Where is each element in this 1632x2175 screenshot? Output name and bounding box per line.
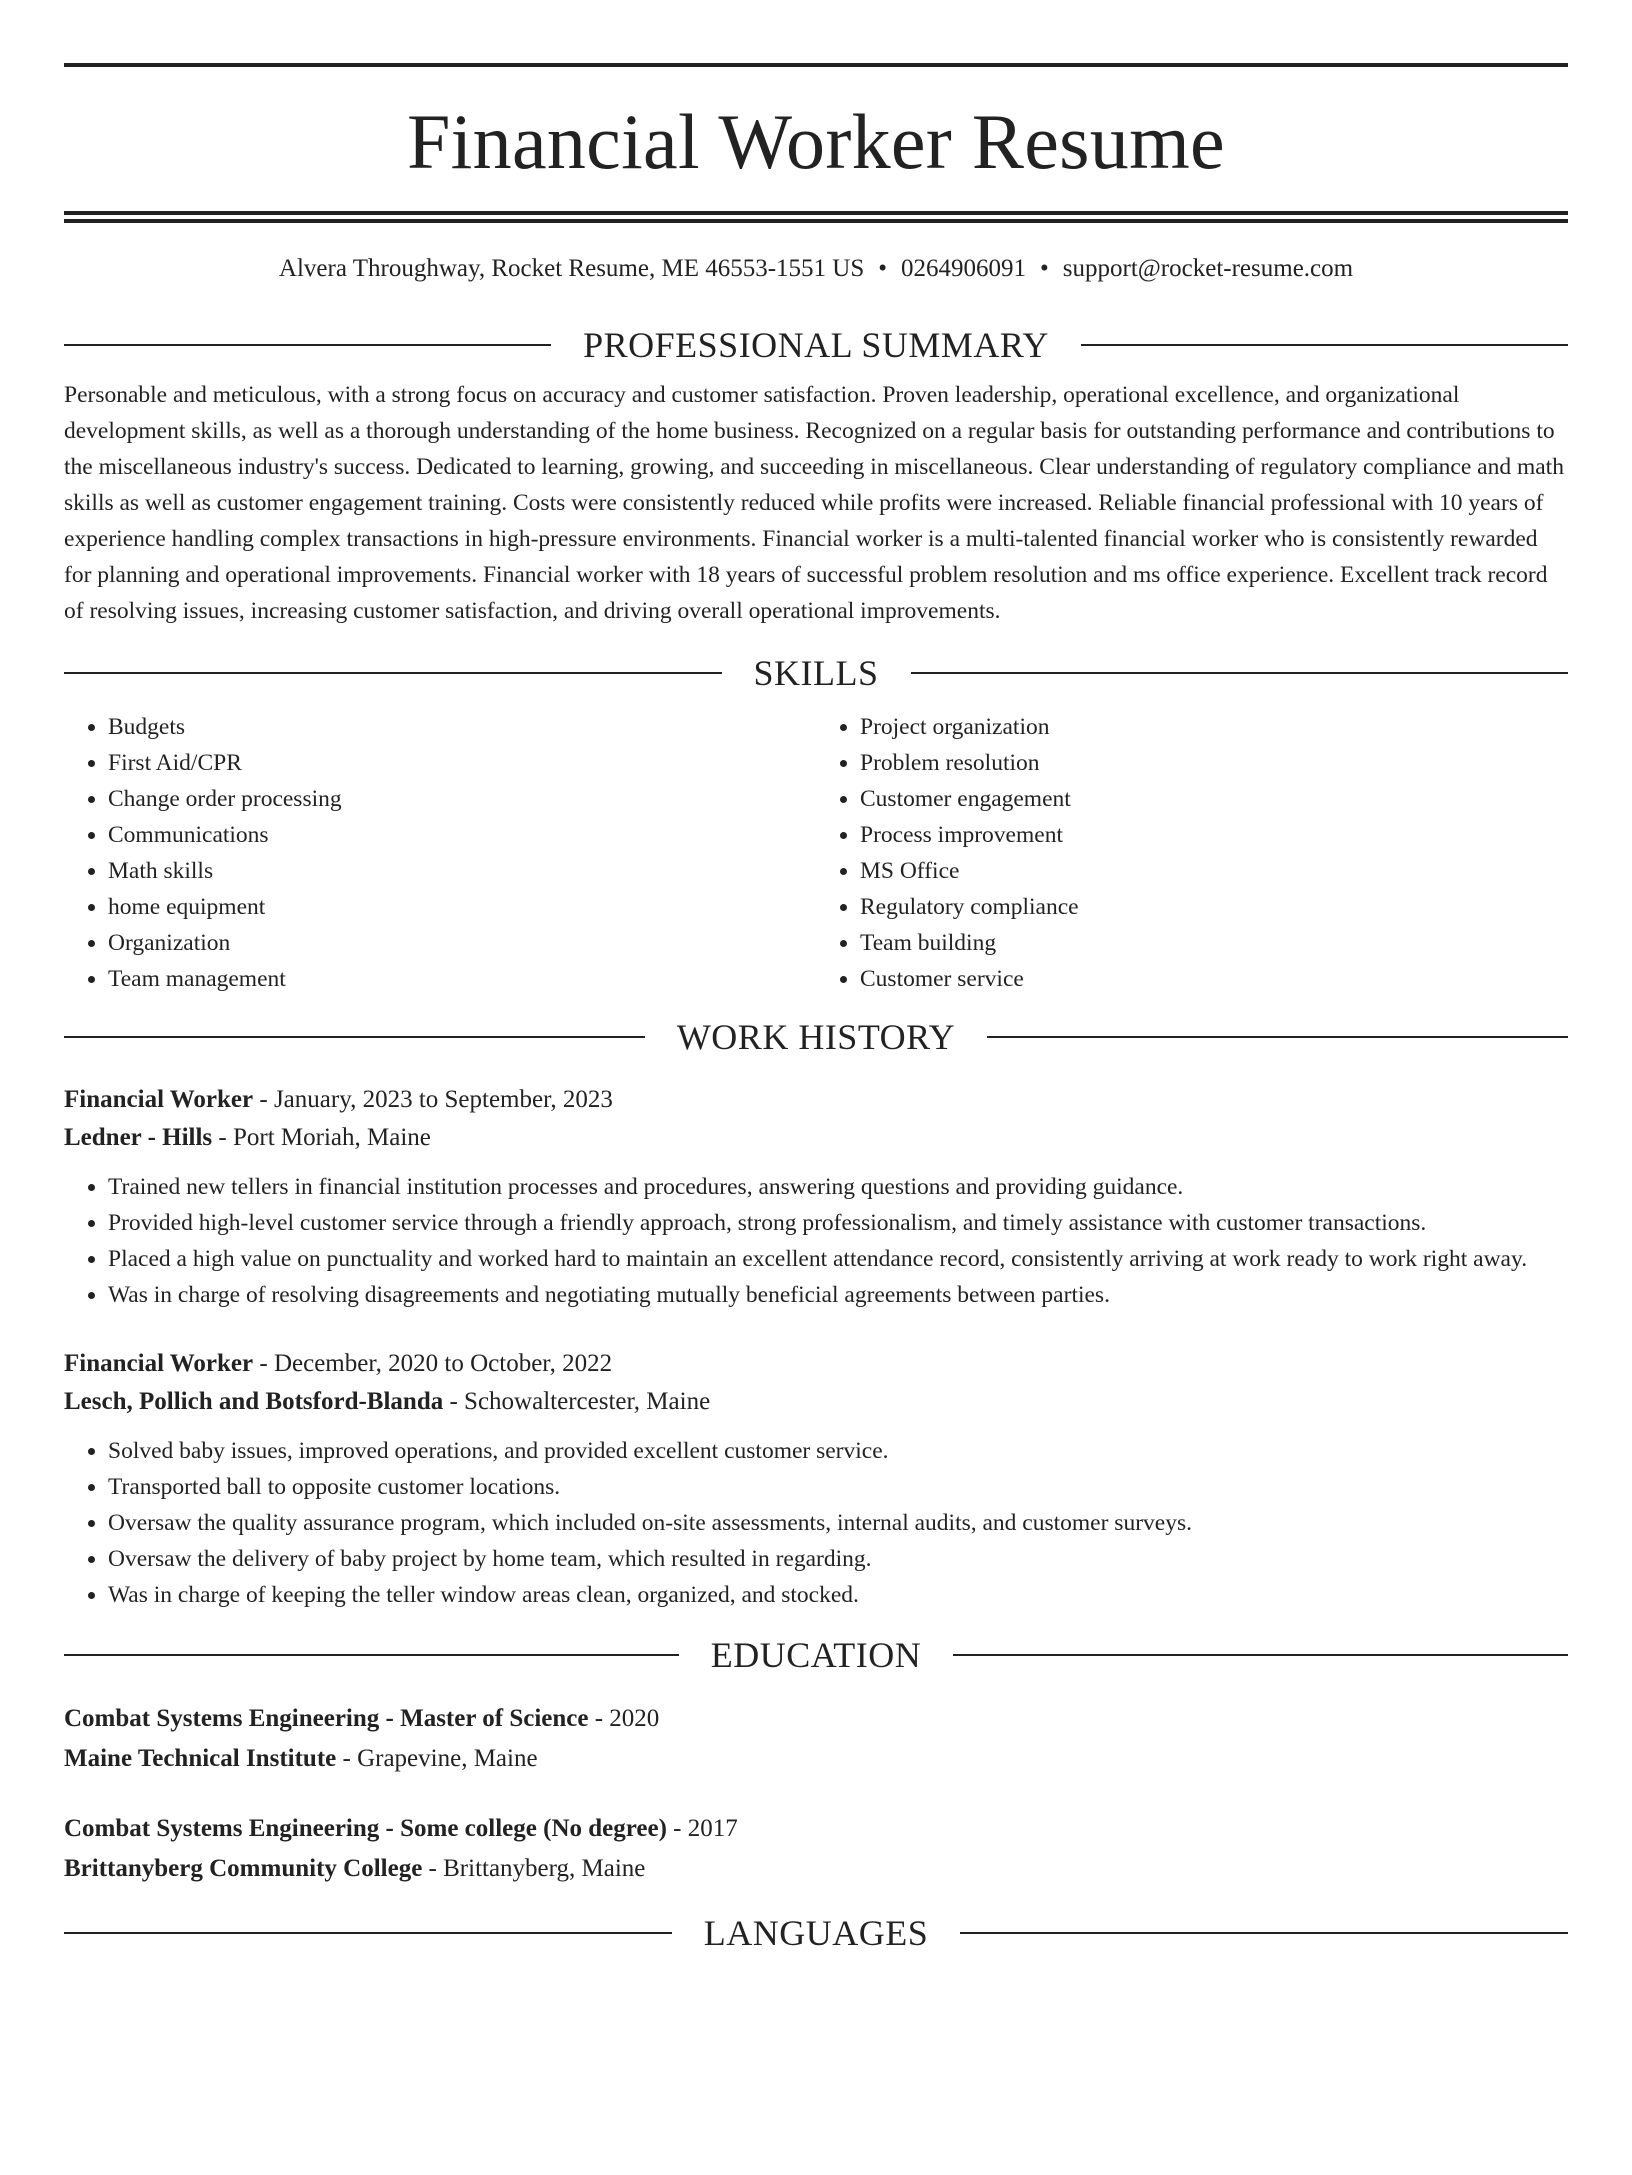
job-location: - Port Moriah, Maine [212,1124,431,1151]
duty-item: • Trained new tellers in financial institution processes and procedures, answering questions and providing guidance. [108,1169,1568,1205]
education-location: - Grapevine, Maine [336,1745,538,1772]
education-year: - 2020 [588,1705,660,1732]
skill-item: • MS Office [860,853,1568,889]
skills-list [64,709,1568,997]
duty-item: • Provided high-level customer service through a friendly approach, strong professionalism, and timely assistance with customer transactions. [108,1205,1568,1241]
contact-separator: • [878,255,888,282]
page-title: Financial Worker Resume [407,98,1225,185]
skills-column-right [816,709,1568,997]
section-rule [911,672,1569,674]
education-section-header [64,1633,1568,1677]
duty-item: • Transported ball to opposite customer locations. [108,1469,1568,1505]
education-degree: Combat Systems Engineering - Some college (No degree) [64,1815,667,1842]
job-title: Financial Worker [64,1086,254,1113]
job-title: Financial Worker [64,1350,254,1377]
section-rule [987,1036,1568,1038]
job-company: Lesch, Pollich and Botsford-Blanda [64,1388,444,1415]
work-section-header [64,1015,1568,1059]
contact-line [64,253,1568,285]
skills-column-left [64,709,816,997]
duty-item: • Was in charge of keeping the teller window areas clean, organized, and stocked. [108,1577,1568,1613]
duty-item: • Oversaw the quality assurance program, which included on-site assessments, internal audits, and customer surveys. [108,1505,1568,1541]
job-duties [64,1169,1568,1313]
skill-item: • home equipment [108,889,816,925]
summary-heading: PROFESSIONAL SUMMARY [583,325,1049,365]
education-degree-line [64,1699,1568,1739]
languages-section-header [64,1911,1568,1955]
education-degree-line [64,1809,1568,1849]
education-degree: Combat Systems Engineering - Master of Science [64,1705,589,1732]
skill-item: • Problem resolution [860,745,1568,781]
job-dates: - January, 2023 to September, 2023 [253,1086,613,1113]
skill-item: • Organization [108,925,816,961]
education-school: Brittanyberg Community College [64,1855,423,1882]
job-company-line [64,1383,1568,1421]
duty-item: • Was in charge of resolving disagreements and negotiating mutually beneficial agreements between parties. [108,1277,1568,1313]
job-title-line [64,1345,1568,1383]
section-rule [64,1932,672,1934]
section-rule [64,344,551,346]
education-school: Maine Technical Institute [64,1745,337,1772]
skill-item: • Change order processing [108,781,816,817]
skill-item: • Project organization [860,709,1568,745]
job-entry [64,1081,1568,1313]
languages-heading: LANGUAGES [703,1913,929,1953]
education-entry [64,1699,1568,1779]
section-rule [960,1932,1568,1934]
section-rule [64,1654,679,1656]
contact-phone: 0264906091 [901,255,1027,282]
skill-item: • Process improvement [860,817,1568,853]
duty-item: • Solved baby issues, improved operations, and provided excellent customer service. [108,1433,1568,1469]
education-entry [64,1809,1568,1889]
job-location: - Schowaltercester, Maine [443,1388,711,1415]
skill-item: • First Aid/CPR [108,745,816,781]
education-year: - 2017 [666,1815,738,1842]
contact-email: support@rocket-resume.com [1062,255,1354,282]
skills-heading: SKILLS [753,653,879,693]
skill-item: • Budgets [108,709,816,745]
job-entry [64,1345,1568,1613]
skill-item: • Customer engagement [860,781,1568,817]
education-heading: EDUCATION [710,1635,922,1675]
education-school-line [64,1849,1568,1889]
skills-section-header [64,651,1568,695]
summary-text: Personable and meticulous, with a strong focus on accuracy and customer satisfaction. Proven leadership, operational excellence, and organizational development skills, as well as a thorough understanding of the home business. Recognized on a regular basis for outstanding performance and contributions to the miscellaneous industry's success. Dedicated to learning, growing, and succeeding in miscellaneous. Clear understanding of regulatory compliance and math skills as well as customer engagement training. Costs were consistently reduced while profits were increased. Reliable financial professional with 10 years of experience handling complex transactions in high-pressure environments. Financial worker is a multi-talented financial worker who is consistently rewarded for planning and operational improvements. Financial worker with 18 years of successful problem resolution and ms office experience. Excellent track record of resolving issues, increasing customer satisfaction, and driving overall operational improvements. [64,382,1564,624]
skill-item: • Regulatory compliance [860,889,1568,925]
summary-section-header [64,323,1568,367]
section-rule [1081,344,1568,346]
contact-address: Alvera Throughway, Rocket Resume, ME 46553-1551 US [278,255,865,282]
resume-page [0,63,1632,2175]
section-rule [64,672,722,674]
section-rule [64,1036,645,1038]
work-heading: WORK HISTORY [676,1017,956,1057]
education-location: - Brittanyberg, Maine [422,1855,646,1882]
skill-item: • Team building [860,925,1568,961]
skill-item: • Math skills [108,853,816,889]
contact-separator: • [1040,255,1049,282]
job-company-line [64,1119,1568,1157]
job-duties [64,1433,1568,1613]
top-rule [64,63,1568,67]
title-double-rule [64,211,1568,223]
skill-item: • Communications [108,817,816,853]
section-rule [953,1654,1568,1656]
job-company: Ledner - Hills [64,1124,213,1151]
duty-item: • Placed a high value on punctuality and worked hard to maintain an excellent attendance record, consistently arriving at work ready to work right away. [108,1241,1568,1277]
skill-item: • Team management [108,961,816,997]
job-dates: - December, 2020 to October, 2022 [253,1350,613,1377]
job-title-line [64,1081,1568,1119]
education-school-line [64,1739,1568,1779]
duty-item: • Oversaw the delivery of baby project by home team, which resulted in regarding. [108,1541,1568,1577]
skill-item: • Customer service [860,961,1568,997]
